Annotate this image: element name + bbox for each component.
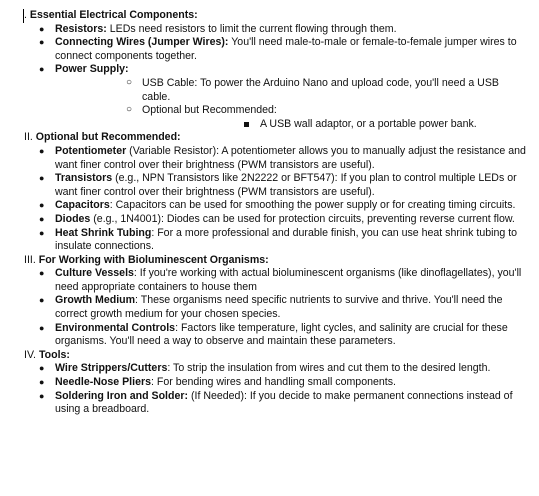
item-term: Soldering Iron and Solder: [55,389,189,402]
item-description: : If you're working with actual bioluminescent organisms (like dinoflagellates), you'll need appropriate containers to house them [55,267,522,293]
section-heading [0,349,539,363]
item-description: You'll need male-to-male or female-to-female jumper wires to connect components together. [55,36,517,62]
item-term: Potentiometer [55,144,127,157]
outline-section [0,9,539,131]
bullet-disc-icon: ● [39,322,45,333]
bullet-disc-icon: ● [39,363,45,374]
bullet-disc-icon: ● [39,23,45,34]
bullet-disc-icon: ● [39,213,45,224]
sub-sub-list [142,118,529,132]
sub-item-text: Optional but Recommended: [142,104,277,117]
list-item [0,362,539,376]
text-cursor [23,9,24,23]
item-description: : For a more professional and durable finish, you can use heat shrink tubing to insulate connections. [55,226,518,253]
item-description: LEDs need resistors to limit the current flowing through them. [106,22,397,35]
bullet-disc-icon: ● [39,200,45,211]
section-title: Tools: [38,348,70,361]
item-description: : Capacitors can be used for smoothing the power supply or for creating timing circuits. [109,199,516,212]
list-item [0,172,539,199]
section-number: III. [24,253,39,266]
item-description: (e.g., NPN Transistors like 2N2222 or BFT547): If you plan to control multiple LEDs or want finer control over their brightness (PWM transistors are useful). [55,172,517,198]
sub-list [55,77,529,131]
list-item [0,390,539,417]
item-term: Capacitors [55,199,110,212]
item-description: : To strip the insulation from wires and cut them to the desired length. [167,362,491,375]
section-heading [0,254,539,268]
sub-sub-item-text: A USB wall adaptor, or a portable power bank. [260,117,477,130]
list-item [0,376,539,390]
outline-section [0,131,539,253]
list-item [0,63,539,131]
section-heading [0,131,539,145]
bullet-disc-icon: ● [39,227,45,238]
bullet-disc-icon: ● [39,377,45,388]
list-item [0,267,539,294]
item-description: : These organisms need specific nutrients to survive and thrive. You'll need the correct growth medium for your chosen species. [55,294,503,321]
section-number: . [24,9,30,21]
list-item [0,145,539,172]
item-term: Needle-Nose Pliers [55,376,151,389]
list-item [0,294,539,321]
section-number: II. [24,131,36,144]
item-term: Transistors [55,172,113,185]
section-number: IV. [24,348,39,361]
outline-section [0,349,539,417]
section-title: Optional but Recommended: [35,131,181,144]
item-term: Power Supply: [55,63,129,76]
item-term: Wire Strippers/Cutters [55,362,168,375]
bullet-disc-icon: ● [39,295,45,306]
section-heading [0,9,539,23]
item-term: Growth Medium [55,294,136,307]
list-item [0,213,539,227]
item-term: Diodes [55,212,91,225]
bullet-disc-icon: ● [39,145,45,156]
bullet-disc-icon: ● [39,37,45,48]
item-term: Environmental Controls [55,321,176,334]
section-title: Essential Electrical Components: [29,9,198,21]
item-description: : For bending wires and handling small components. [150,376,396,389]
bullet-disc-icon: ● [39,64,45,75]
list-item [0,322,539,349]
list-item [0,23,539,37]
bullet-disc-icon: ● [39,390,45,401]
item-term: Culture Vessels [55,267,134,280]
item-description: (Variable Resistor): A potentiometer allows you to manually adjust the resistance and want finer control over their brightness (PWM transistors are useful). [55,144,526,171]
list-item [0,199,539,213]
item-term: Connecting Wires (Jumper Wires): [55,36,229,49]
sub-list-item [55,77,529,104]
list-item [0,227,539,254]
bullet-square-icon [244,122,249,127]
sub-sub-list-item [142,118,529,132]
item-description: (e.g., 1N4001): Diodes can be used for protection circuits, preventing reverse current flow. [90,212,515,225]
bullet-circle-icon: ○ [126,76,133,88]
item-description: (If Needed): If you decide to make permanent connections instead of using a breadboard. [55,389,513,416]
document-body [0,9,539,417]
item-term: Resistors: [55,22,107,35]
bullet-list [0,362,539,416]
item-term: Heat Shrink Tubing [55,226,152,239]
bullet-list [0,145,539,254]
bullet-disc-icon: ● [39,173,45,184]
sub-item-text: USB Cable: To power the Arduino Nano and upload code, you'll need a USB cable. [142,76,499,103]
section-title: For Working with Bioluminescent Organisms: [38,253,269,266]
bullet-list [0,267,539,349]
list-item [0,36,539,63]
outline-section [0,254,539,349]
sub-list-item [55,104,529,131]
bullet-circle-icon: ○ [126,104,133,116]
item-description: : Factors like temperature, light cycles, and salinity are crucial for these organisms. You'll need a way to observe and maintain these parameters. [55,321,508,348]
bullet-list [0,23,539,132]
bullet-disc-icon: ● [39,268,45,279]
